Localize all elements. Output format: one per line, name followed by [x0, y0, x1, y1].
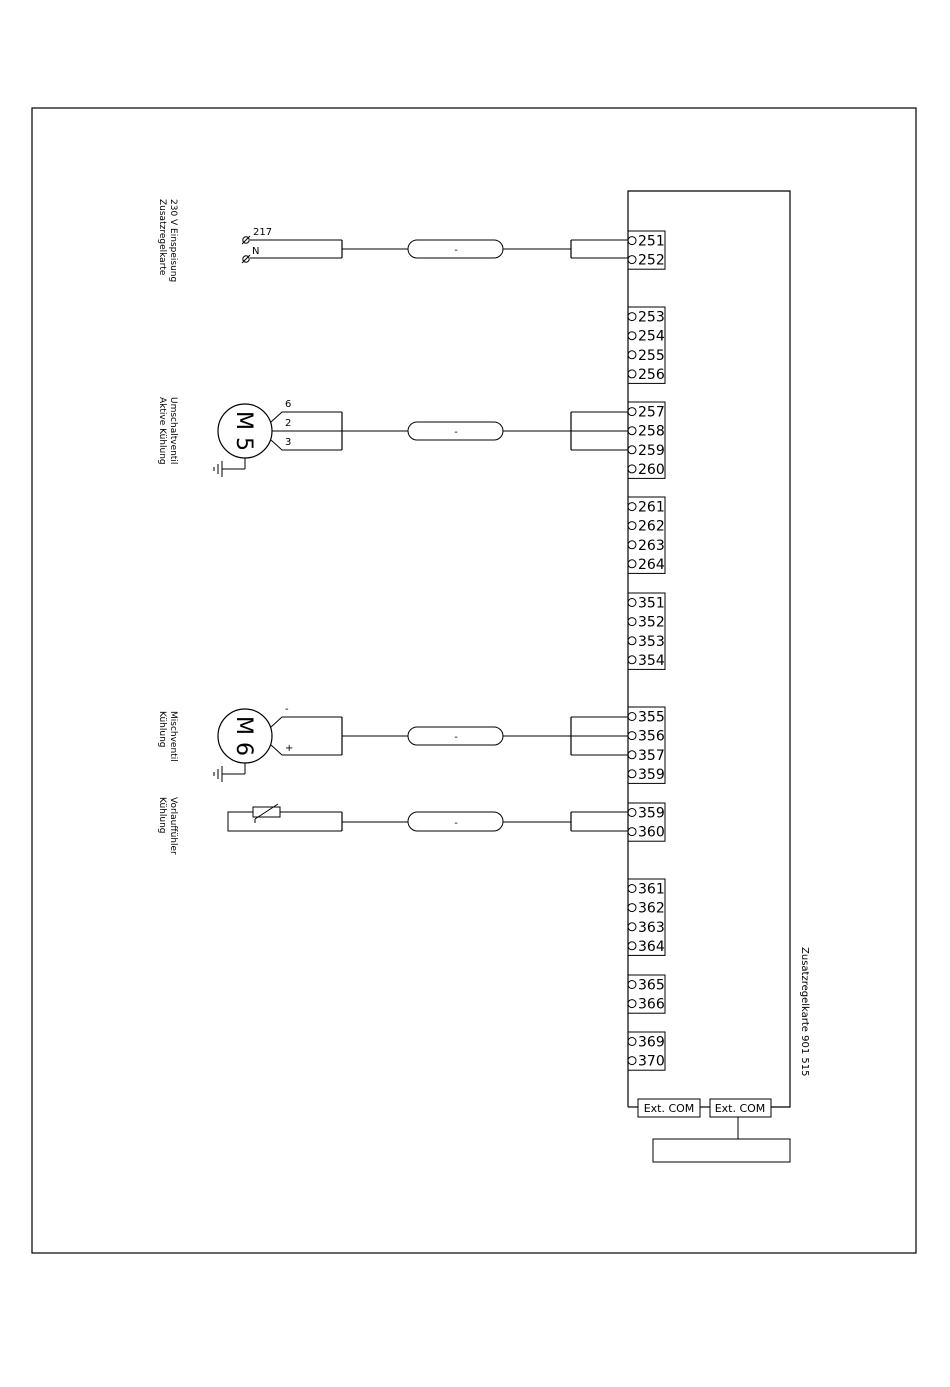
terminal-screw-icon	[628, 465, 636, 473]
terminal-screw-icon	[628, 618, 636, 626]
terminal-label: 363	[638, 919, 665, 936]
terminal-screw-icon	[628, 828, 636, 836]
terminal-group	[628, 231, 665, 269]
terminal-screw-icon	[628, 332, 636, 340]
m6-label-line2: Kühlung	[157, 711, 167, 748]
terminal-label: 251	[638, 233, 665, 250]
terminal-label: 259	[638, 442, 665, 459]
terminal-label: 352	[638, 614, 665, 631]
terminal-group	[628, 707, 665, 783]
ext-com-port-2	[710, 1099, 771, 1117]
terminal-group	[628, 497, 665, 573]
m5-pin-2: 2	[285, 418, 292, 429]
terminal-label: 369	[638, 1034, 665, 1051]
page-frame	[32, 108, 916, 1253]
terminal-screw-icon	[628, 408, 636, 416]
terminal-group	[628, 593, 665, 669]
terminal-label: 264	[638, 556, 665, 573]
terminal-label: 263	[638, 537, 665, 554]
terminal-screw-icon	[628, 503, 636, 511]
ext-com-label-2: Ext. COM	[714, 1102, 766, 1115]
terminal-screw-icon	[628, 522, 636, 530]
ground-icon	[214, 763, 245, 782]
terminal-screw-icon	[628, 1057, 636, 1065]
terminal-group	[628, 803, 665, 841]
terminal-screw-icon	[628, 751, 636, 759]
terminal-label: 364	[638, 938, 665, 955]
terminal-screw-icon	[628, 256, 636, 264]
terminal-strip	[628, 231, 665, 1070]
board-title: Zusatzregelkarte 901 515	[799, 947, 810, 1077]
cable-sensor-label: -	[454, 818, 458, 829]
terminal-screw-icon	[628, 904, 636, 912]
terminal-screw-icon	[628, 446, 636, 454]
ext-com-device-box	[653, 1139, 790, 1162]
terminal-screw-icon	[628, 942, 636, 950]
motor-m6-label: M 6	[231, 716, 256, 756]
terminal-screw-icon	[628, 885, 636, 893]
terminal-screw-icon	[628, 981, 636, 989]
terminal-screw-icon	[628, 923, 636, 931]
terminal-screw-icon	[628, 427, 636, 435]
terminal-screw-icon	[628, 370, 636, 378]
motor-m5-label: M 5	[231, 411, 256, 451]
sensor-label-line2: Kühlung	[157, 797, 167, 834]
m5-label-line2: Aktive Kühlung	[157, 397, 167, 465]
terminal-screw-icon	[628, 1038, 636, 1046]
terminal-label: 362	[638, 900, 665, 917]
terminal-label: 355	[638, 709, 665, 726]
terminal-screw-icon	[628, 313, 636, 321]
terminal-screw-icon	[628, 656, 636, 664]
terminal-label: 359	[638, 766, 665, 783]
terminal-group	[628, 975, 665, 1013]
terminal-label: 356	[638, 728, 665, 745]
terminal-screw-icon	[628, 732, 636, 740]
terminal-label: 258	[638, 423, 665, 440]
supply-pin-n: N	[252, 246, 260, 257]
supply-connector-symbols	[242, 236, 250, 263]
terminal-label: 262	[638, 518, 665, 535]
terminal-label: 365	[638, 977, 665, 994]
terminal-screw-icon	[628, 770, 636, 778]
terminal-screw-icon	[628, 1000, 636, 1008]
terminal-label: 260	[638, 461, 665, 478]
sensor-section	[157, 797, 628, 855]
supply-section	[157, 199, 628, 282]
m5-pin-3: 3	[285, 437, 292, 448]
valve-m6-section	[157, 704, 628, 782]
terminal-label: 252	[638, 252, 665, 269]
terminal-label: 354	[638, 652, 665, 669]
terminal-label: 357	[638, 747, 665, 764]
ground-icon	[214, 458, 245, 477]
cable-m6-label: -	[454, 732, 458, 743]
supply-pin-217: 217	[253, 227, 273, 238]
valve-m5-section	[157, 397, 628, 477]
m6-pin-minus: -	[285, 704, 289, 715]
terminal-label: 255	[638, 347, 665, 364]
m6-label-line1: Mischventil	[168, 711, 178, 762]
terminal-screw-icon	[628, 599, 636, 607]
terminal-screw-icon	[628, 541, 636, 549]
terminal-screw-icon	[628, 351, 636, 359]
terminal-label: 353	[638, 633, 665, 650]
cable-m5-label: -	[454, 427, 458, 438]
terminal-label: 257	[638, 404, 665, 421]
terminal-label: 256	[638, 366, 665, 383]
ext-com-port-1	[638, 1099, 700, 1117]
terminal-label: 360	[638, 824, 665, 841]
terminal-label: 261	[638, 499, 665, 516]
terminal-label: 366	[638, 996, 665, 1013]
supply-label-line1: 230 V Einspeisung	[168, 199, 178, 283]
terminal-screw-icon	[628, 560, 636, 568]
sensor-label-line1: Vorlauffühler	[168, 797, 178, 855]
ext-com-label-1: Ext. COM	[643, 1102, 695, 1115]
terminal-screw-icon	[628, 637, 636, 645]
terminal-screw-icon	[628, 809, 636, 817]
terminal-label: 359	[638, 805, 665, 822]
m5-pin-6: 6	[285, 399, 292, 410]
terminal-group	[628, 402, 665, 478]
thermistor-icon	[253, 804, 280, 823]
terminal-group	[628, 307, 665, 383]
cable-supply-label: -	[454, 245, 458, 256]
terminal-label: 253	[638, 309, 665, 326]
terminal-group	[628, 1032, 665, 1070]
terminal-label: 361	[638, 881, 665, 898]
terminal-screw-icon	[628, 237, 636, 245]
terminal-label: 351	[638, 595, 665, 612]
m5-label-line1: Umschaltventil	[168, 397, 178, 465]
terminal-screw-icon	[628, 713, 636, 721]
terminal-group	[628, 879, 665, 955]
m6-pin-plus: +	[285, 743, 294, 754]
supply-label-line2: Zusatzregelkarte	[157, 199, 167, 276]
terminal-label: 370	[638, 1053, 665, 1070]
terminal-label: 254	[638, 328, 665, 345]
